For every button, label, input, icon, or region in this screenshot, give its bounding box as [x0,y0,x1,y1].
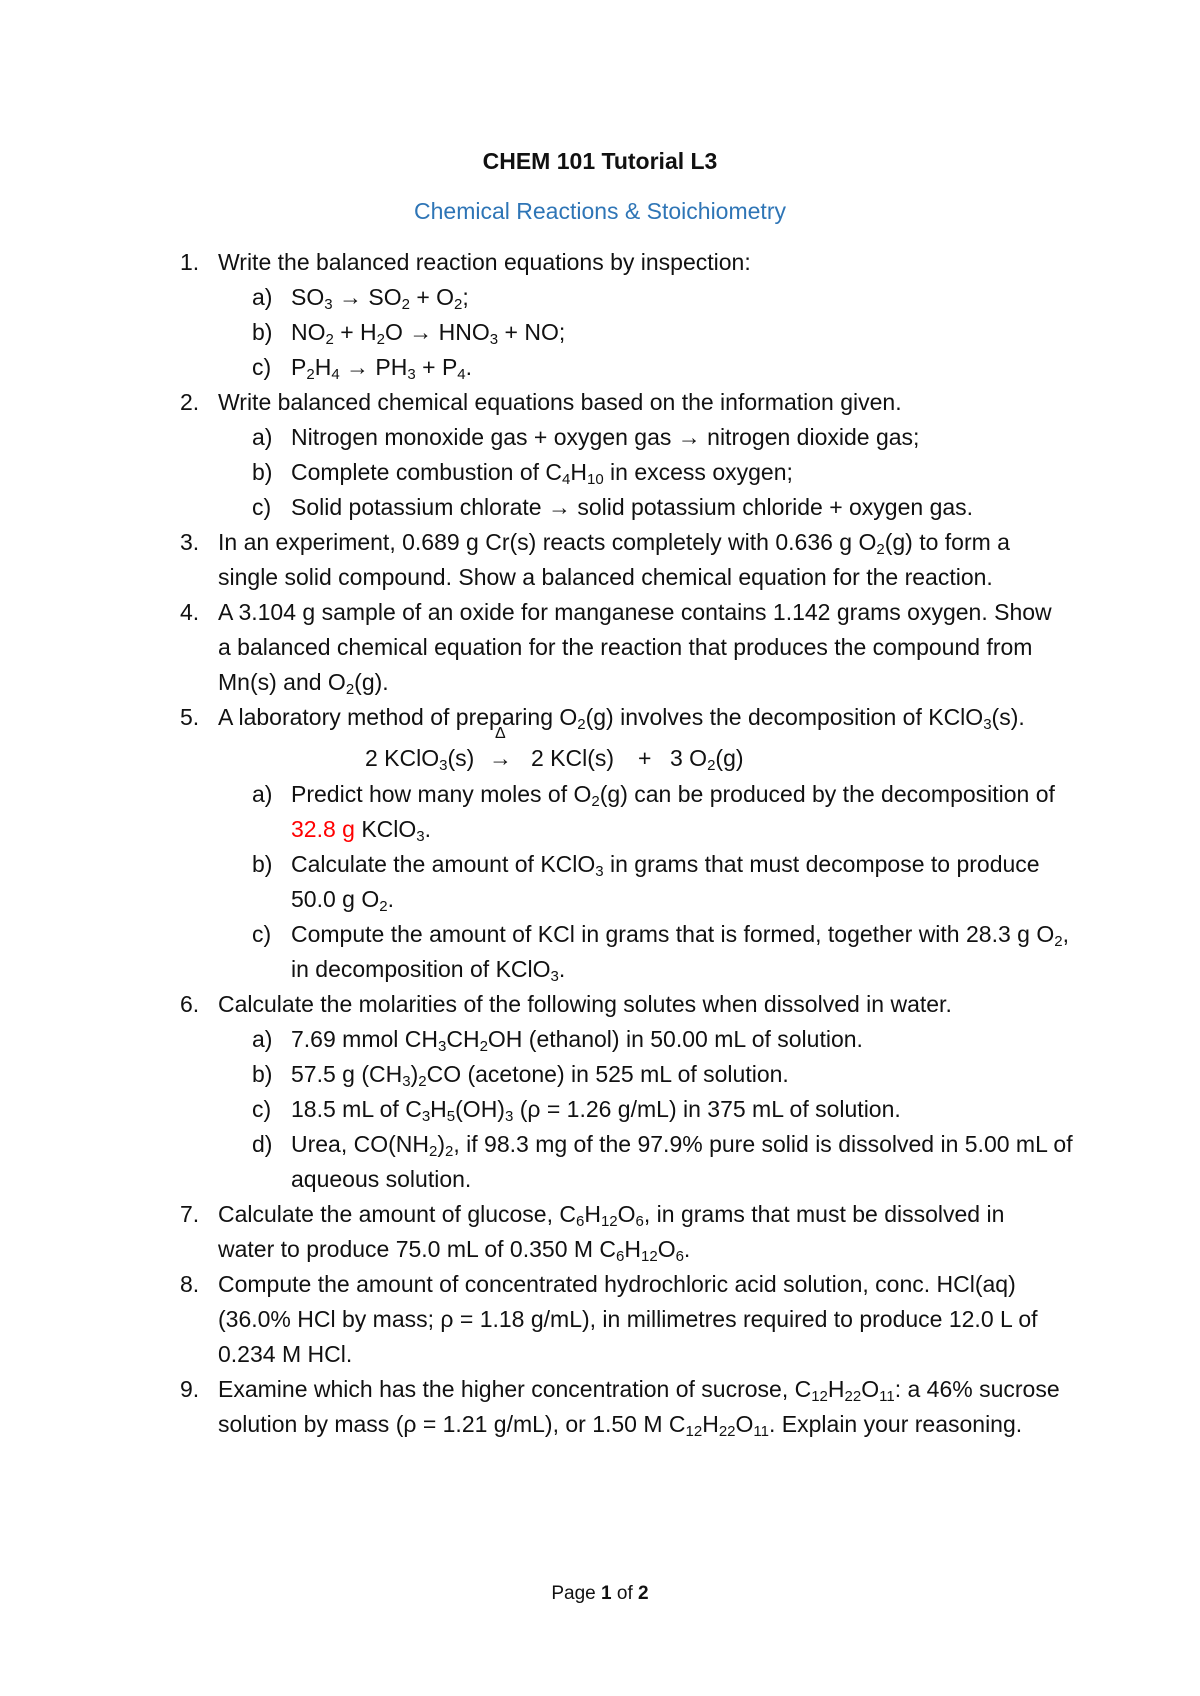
question-6-part-c [0,1092,1200,1127]
question-number: 3. [180,529,200,555]
of-label: of [616,1583,633,1604]
question-text: Calculate the amount of glucose, $C_6H_{12}O_6$, in grams that must be dissolved in water to produce 75.0 mL of 0.350 M $C_6H_{12}O_6$. [218,1201,1005,1265]
part-letter: c) [252,354,272,380]
question-number: 8. [180,1271,200,1297]
question-1-part-a [0,280,1200,315]
question-text: A laboratory method of preparing $O_2(g)$ involves the decomposition of KClO$_3$(s). [218,704,1025,733]
reaction-arrow-icon: → [489,745,512,771]
part-letter: d) [252,1131,273,1157]
question-text: Calculate the molarities of the following solutes when dissolved in water. [218,991,952,1017]
part-letter: c) [252,921,272,947]
question-number: 4. [180,599,200,625]
part-text: Calculate the amount of KClO$_3$ in grams that must decompose to produce 50.0 g $O_2$. [291,851,1040,915]
equation-product-2: 3 $O_2(g)$ [670,745,744,774]
question-number: 1. [180,249,200,275]
question-text: A 3.104 g sample of an oxide for manganese contains 1.142 grams oxygen. Show a balanced chemical equation for the reaction that produces the compound from Mn(s) and $O_2(g)$. [218,599,1052,698]
part-text: $P_2H_4 \to PH_3 + P_4$. [291,354,473,383]
page-footer [0,1581,1200,1607]
question-text: Compute the amount of concentrated hydrochloric acid solution, conc. HCl(aq) (36.0% HCl by mass; ρ = 1.18 g/mL), in millimetres required to produce 12.0 L of 0.234 M HCl. [218,1271,1038,1367]
question-number: 6. [180,991,200,1017]
highlighted-mass: 32.8 g [291,816,355,842]
page-title: CHEM 101 Tutorial L3 [482,148,718,174]
question-6-part-d [0,1127,1200,1197]
part-text-before: Predict how many moles of $O_2(g)$ can be produced by the decomposition of [291,781,1055,810]
question-1-part-b [0,315,1200,350]
total-pages: 2 [638,1583,649,1604]
question-6-part-b [0,1057,1200,1092]
decomposition-equation [0,725,1200,777]
question-5 [0,700,1200,735]
part-text: Compute the amount of KCl in grams that is formed, together with 28.3 g $O_2$, in decomposition of KClO$_3$. [291,921,1069,985]
part-letter: b) [252,1061,273,1087]
question-3 [0,525,1200,595]
equation-reactant: 2 KClO$_3$(s) [365,745,475,774]
question-6 [0,987,1200,1022]
question-4 [0,595,1200,700]
question-2-part-a [0,420,1200,455]
part-letter: c) [252,494,272,520]
part-text: Nitrogen monoxide gas + oxygen gas → nitrogen dioxide gas; [291,424,920,450]
question-5-part-a [0,777,1200,847]
page-subtitle: Chemical Reactions & Stoichiometry [414,198,786,224]
part-text: Complete combustion of $C_4H_{10}$ in excess oxygen; [291,459,793,488]
question-number: 2. [180,389,200,415]
part-letter: a) [252,1026,273,1052]
question-5-part-b [0,847,1200,917]
question-1-part-c [0,350,1200,385]
part-letter: b) [252,319,273,345]
part-text: 18.5 mL of $C_3H_5(OH)_3$ (ρ = 1.26 g/mL) in 375 mL of solution. [291,1096,901,1125]
part-text: Solid potassium chlorate → solid potassium chloride + oxygen gas. [291,494,974,520]
question-text: In an experiment, 0.689 g Cr(s) reacts completely with 0.636 g $O_2(g)$ to form a single solid compound. Show a balanced chemical equation for the reaction. [218,529,1010,590]
part-text: $SO_3 \to SO_2 + O_2$; [291,284,469,313]
part-letter: b) [252,459,273,485]
question-text: Write the balanced reaction equations by inspection: [218,249,751,275]
question-8 [0,1267,1200,1372]
question-1 [0,245,1200,280]
question-number: 7. [180,1201,200,1227]
question-2 [0,385,1200,420]
question-2-part-c [0,490,1200,525]
question-list [0,245,1200,1442]
part-text: 57.5 g $(CH_3)_2CO$ (acetone) in 525 mL of solution. [291,1061,789,1090]
part-text: Urea, $CO(NH_2)_2$, if 98.3 mg of the 97.9% pure solid is dissolved in 5.00 mL of aqueous solution. [291,1131,1073,1192]
question-9 [0,1372,1200,1442]
question-6-part-a [0,1022,1200,1057]
part-text: 7.69 mmol $CH_3CH_2OH$ (ethanol) in 50.00 mL of solution. [291,1026,863,1055]
question-number: 5. [180,704,200,730]
heat-symbol: Δ [495,725,506,742]
part-letter: a) [252,781,273,807]
part-letter: a) [252,284,273,310]
question-text: Write balanced chemical equations based on the information given. [218,389,902,415]
question-2-part-b [0,455,1200,490]
question-number: 9. [180,1376,200,1402]
equation-product-1: 2 KCl(s) [531,745,615,771]
part-letter: b) [252,851,273,877]
part-text-after: KClO$_3$. [354,816,432,845]
page-number: 1 [601,1583,612,1604]
question-7 [0,1197,1200,1267]
part-text: $NO_2 + H_2O \to HNO_3$ + NO; [291,319,566,348]
page-label: Page [551,1583,596,1604]
part-letter: a) [252,424,273,450]
equation-plus: + [638,745,652,771]
part-letter: c) [252,1096,272,1122]
question-text: Examine which has the higher concentration of sucrose, $C_{12}H_{22}O_{11}$: a 46% sucrose solution by mass (ρ = 1.21 g/mL), or 1.50 M $C_{12}H_{22}O_{11}$. Explain your reasoning. [218,1376,1060,1440]
question-5-part-c [0,917,1200,987]
